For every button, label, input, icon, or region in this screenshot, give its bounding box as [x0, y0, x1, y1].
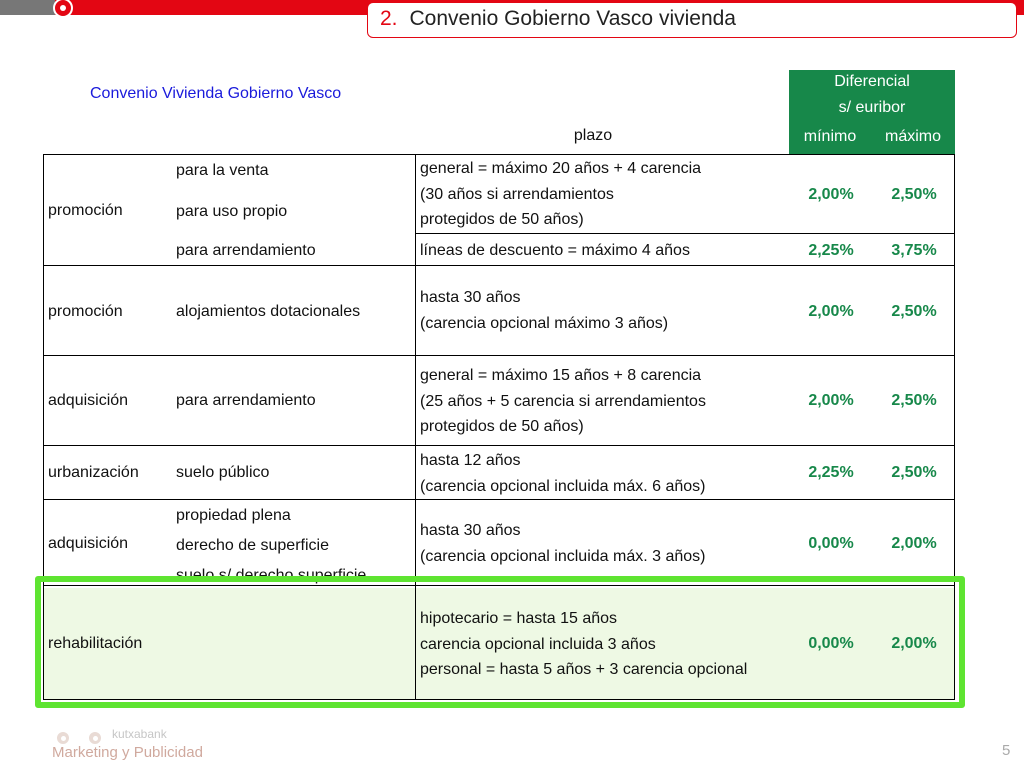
plazo-header: plazo: [573, 127, 613, 144]
plazo-line: general = máximo 15 años + 8 carencia: [420, 367, 702, 384]
minimo-header: mínimo: [803, 128, 857, 145]
plazo-cell: [420, 448, 705, 499]
highlight-frame: [35, 576, 965, 708]
type-line: derecho de superficie: [176, 537, 329, 554]
type-cell: alojamientos dotacionales: [176, 303, 361, 320]
row-divider: [415, 233, 955, 234]
diferencial-line2: s/ euribor: [838, 99, 906, 116]
plazo-line: protegidos de 50 años): [420, 418, 584, 435]
category-cell: promoción: [48, 202, 123, 219]
plazo-cell: [420, 285, 668, 336]
type-cell: suelo público: [176, 464, 270, 481]
page-number: 5: [1002, 742, 1011, 759]
slide-title: [367, 2, 1017, 38]
plazo-line: (25 años + 5 carencia si arrendamientos: [420, 392, 706, 410]
min-value: 0,00%: [808, 635, 854, 652]
row-divider: [44, 265, 954, 266]
diferencial-header: [789, 70, 955, 154]
brand-dot-icon: [53, 0, 73, 18]
category-cell: rehabilitación: [48, 635, 143, 652]
type-line: propiedad plena: [176, 507, 291, 524]
plazo-line: hasta 12 años: [420, 452, 521, 469]
category-cell: adquisición: [48, 392, 129, 409]
title-text: Convenio Gobierno Vasco vivienda: [409, 7, 736, 30]
plazo-line: hasta 30 años: [420, 522, 521, 539]
plazo-line: (carencia opcional incluida máx. 3 años): [420, 547, 706, 565]
category-cell: adquisición: [48, 535, 129, 552]
max-value: 2,50%: [891, 464, 937, 481]
plazo-line: hipotecario = hasta 15 años: [420, 610, 618, 627]
table-title: Convenio Vivienda Gobierno Vasco: [90, 85, 342, 102]
plazo-line: personal = hasta 5 años + 3 carencia opcional: [420, 661, 748, 678]
diferencial-line1: Diferencial: [834, 73, 910, 90]
plazo-cell: [420, 156, 701, 233]
max-value: 2,50%: [891, 392, 937, 409]
max-value: 3,75%: [891, 242, 937, 259]
row-divider: [44, 355, 954, 356]
min-value: 0,00%: [808, 535, 854, 552]
plazo-line: (carencia opcional incluida máx. 6 años): [420, 477, 706, 495]
type-cell: para arrendamiento: [176, 392, 316, 409]
max-value: 2,50%: [891, 303, 937, 320]
plazo-line: general = máximo 20 años + 4 carencia: [420, 160, 702, 177]
plazo-line: carencia opcional incluida 3 años: [420, 635, 656, 653]
min-value: 2,00%: [808, 392, 854, 409]
plazo-cell: [420, 518, 705, 569]
max-value: 2,50%: [891, 186, 937, 203]
plazo-cell: [420, 363, 706, 440]
min-value: 2,00%: [808, 186, 854, 203]
brand-name: kutxabank: [112, 727, 167, 741]
section-number: 2.: [380, 7, 398, 30]
row-divider: [44, 499, 954, 500]
max-value: 2,00%: [891, 535, 937, 552]
type-line: suelo s/ derecho superficie: [176, 567, 367, 584]
plazo-line: hasta 30 años: [420, 289, 521, 306]
category-cell: urbanización: [48, 464, 139, 481]
plazo-cell: líneas de descuento = máximo 4 años: [420, 242, 690, 259]
row-divider: [44, 445, 954, 446]
min-value: 2,25%: [808, 464, 854, 481]
min-value: 2,25%: [808, 242, 854, 259]
type-cell: para uso propio: [176, 203, 288, 220]
type-cell: para la venta: [176, 162, 269, 179]
plazo-line: protegidos de 50 años): [420, 211, 584, 228]
type-cell: para arrendamiento: [176, 242, 316, 259]
plazo-line: (carencia opcional máximo 3 años): [420, 314, 669, 332]
category-cell: promoción: [48, 303, 123, 320]
maximo-header: máximo: [884, 128, 941, 145]
brand-department: Marketing y Publicidad: [52, 744, 203, 761]
top-bar-grey: [0, 0, 55, 15]
max-value: 2,00%: [891, 635, 937, 652]
min-value: 2,00%: [808, 303, 854, 320]
plazo-line: (30 años si arrendamientos: [420, 185, 614, 203]
